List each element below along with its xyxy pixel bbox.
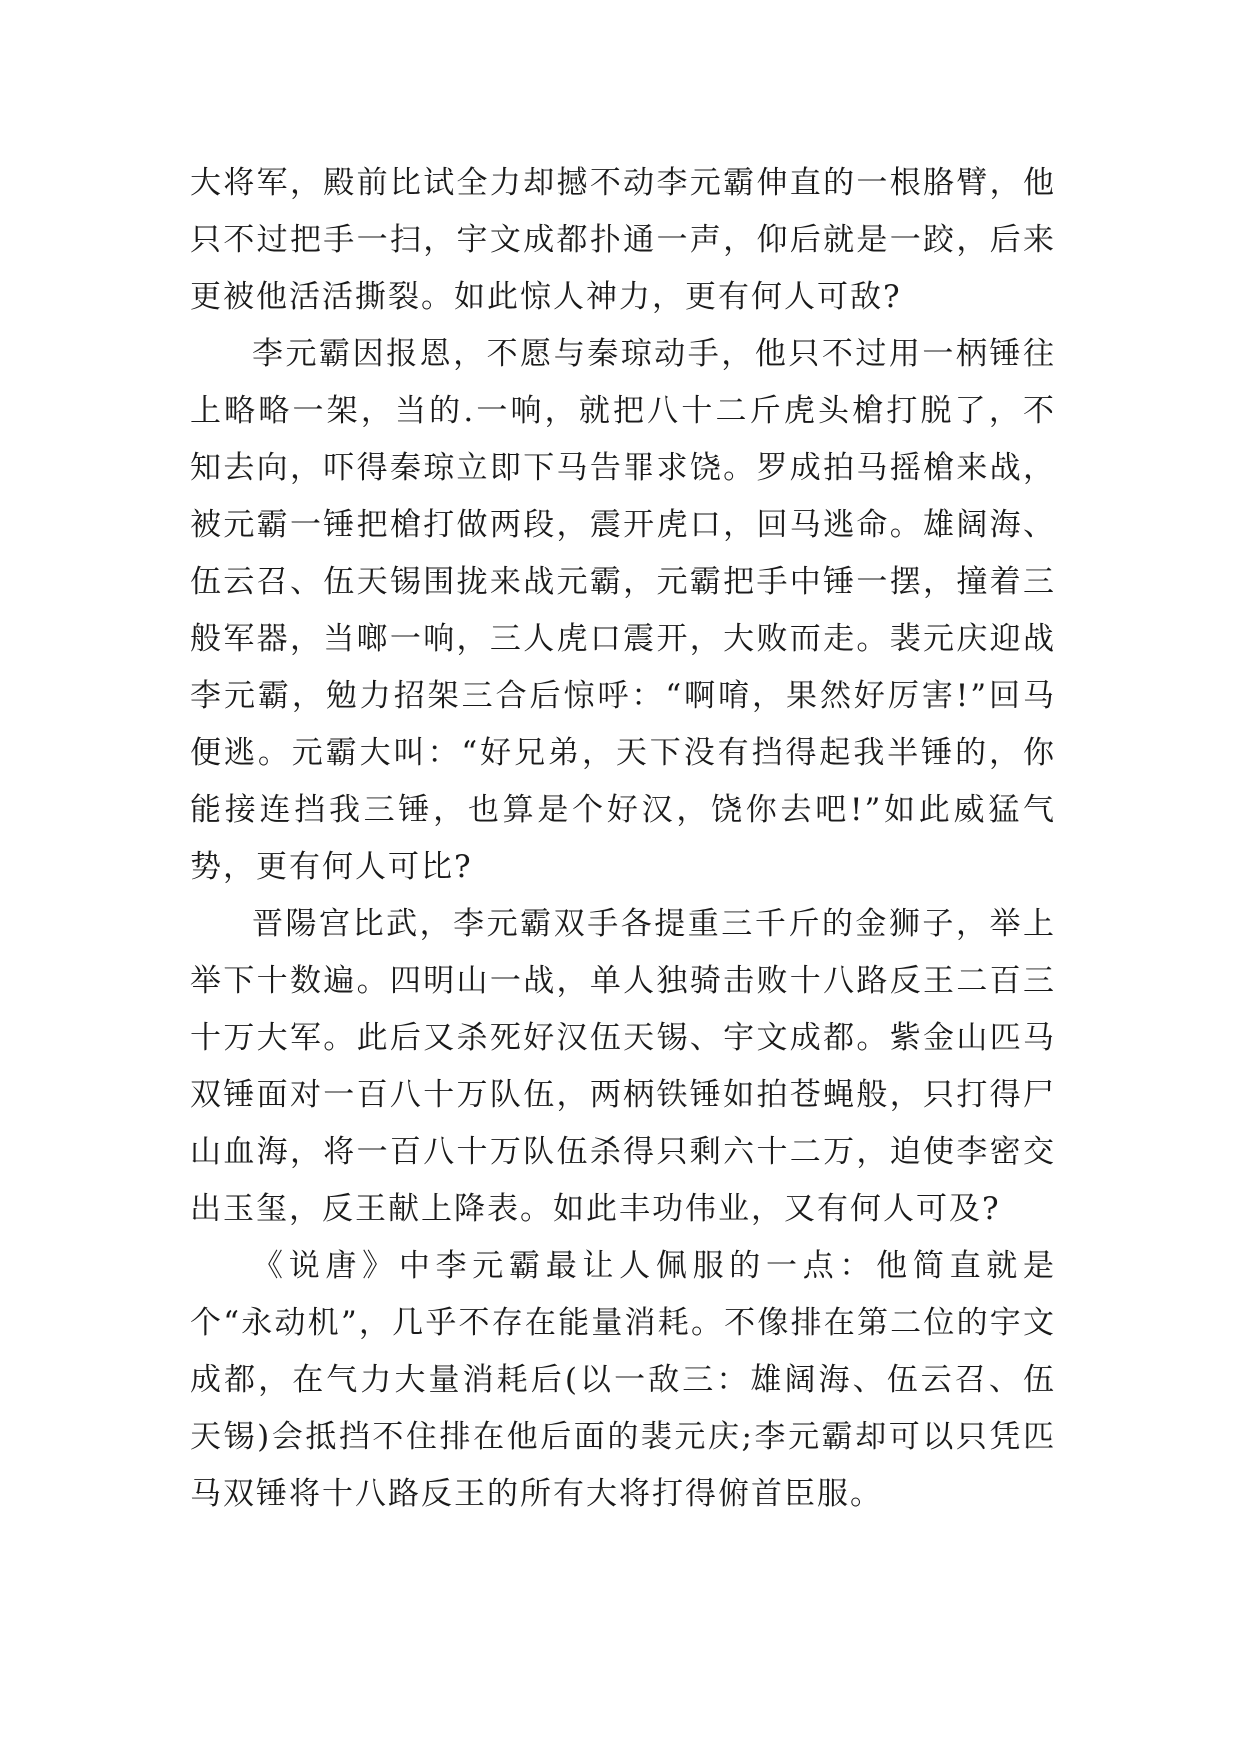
paragraph-2: 李元霸因报恩，不愿与秦琼动手，他只不过用一柄锤往上略略一架，当的.一响，就把八十二斤虎头槍打脱了，不知去向，吓得秦琼立即下马告罪求饶。罗成拍马摇槍来战，被元霸一锤把槍打做两段，震开虎口，回马逃命。雄阔海、伍云召、伍天锡围拢来战元霸，元霸把手中锤一摆，撞着三般军器，当啷一响，三人虎口震开，大败而走。裴元庆迎战李元霸，勉力招架三合后惊呼：“啊唷，果然好厉害!”回马便逃。元霸大叫：“好兄弟，天下没有挡得起我半锤的，你能接连挡我三锤，也算是个好汉，饶你去吧!”如此威猛气势，更有何人可比? <box>190 336 1056 885</box>
document-body <box>190 155 1056 1523</box>
paragraph-1: 大将军，殿前比试全力却撼不动李元霸伸直的一根胳臂，他只不过把手一扫，宇文成都扑通一声，仰后就是一跤，后来更被他活活撕裂。如此惊人神力，更有何人可敌? <box>190 165 1056 315</box>
paragraph-3: 晋陽宫比武，李元霸双手各提重三千斤的金狮子，举上举下十数遍。四明山一战，单人独骑击败十八路反王二百三十万大军。此后又杀死好汉伍天锡、宇文成都。紫金山匹马双锤面对一百八十万队伍，两柄铁锤如拍苍蝇般，只打得尸山血海，将一百八十万队伍杀得只剩六十二万，迫使李密交出玉玺，反王献上降表。如此丰功伟业，又有何人可及? <box>190 906 1056 1227</box>
paragraph-4: 《说唐》中李元霸最让人佩服的一点：他简直就是个“永动机”，几乎不存在能量消耗。不像排在第二位的宇文成都，在气力大量消耗后(以一敌三：雄阔海、伍云召、伍天锡)会抵挡不住排在他后面的裴元庆;李元霸却可以只凭匹马双锤将十八路反王的所有大将打得俯首臣服。 <box>190 1248 1056 1512</box>
